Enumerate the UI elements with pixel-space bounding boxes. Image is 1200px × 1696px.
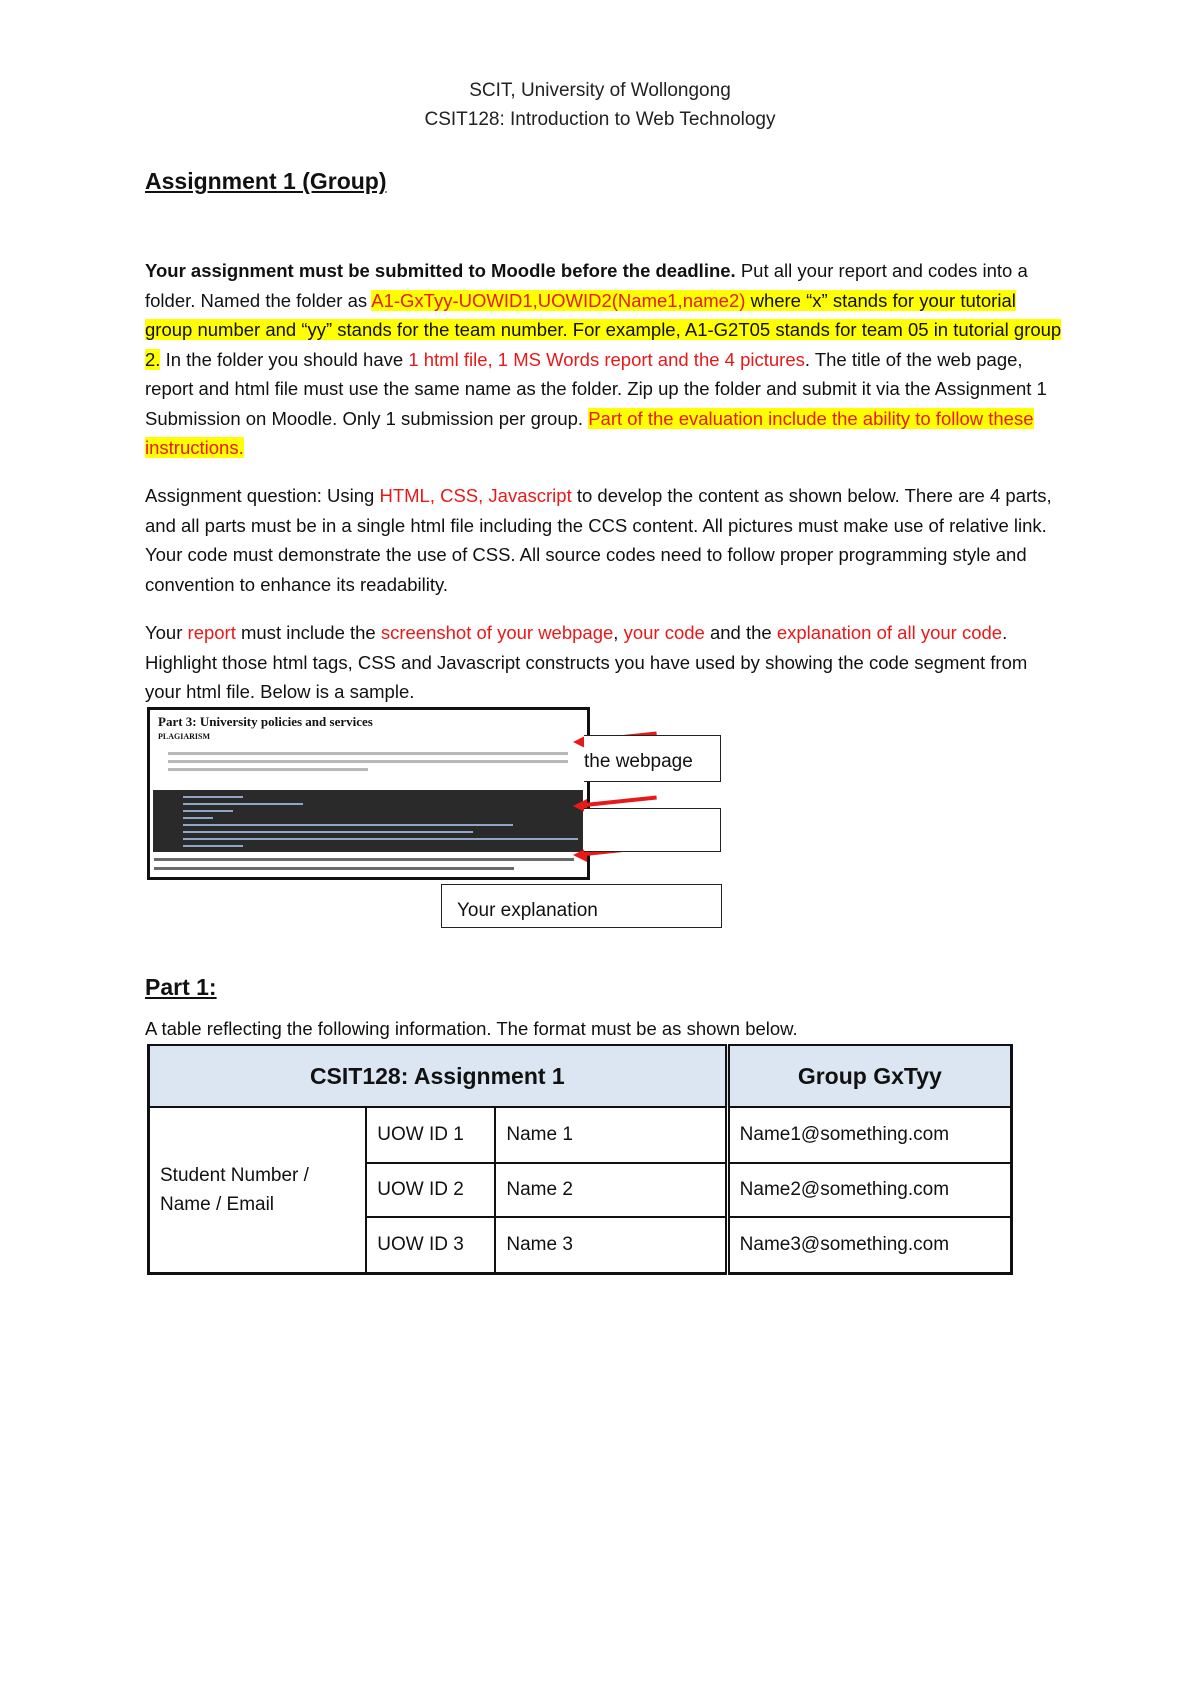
- sample-text-line: [168, 752, 568, 755]
- assignment-question: [145, 481, 1065, 599]
- uow-id-1: UOW ID 1: [377, 1124, 464, 1145]
- student-email-cell: [727, 1107, 1011, 1163]
- table-group-cell: [727, 1045, 1011, 1107]
- p3-text-a: Your: [145, 622, 188, 643]
- sample-screenshot: [147, 707, 590, 880]
- student-name-1: Name 1: [506, 1124, 573, 1145]
- report-word: report: [187, 622, 236, 643]
- evaluation-note: Part of the evaluation include the ability to follow these instructions.: [145, 407, 1034, 458]
- explanation-label: Your explanation: [457, 900, 598, 921]
- p1-text-b: where “x” stands for your tutorial group number and “yy” stands for the team number. For example, A1-G2T05 stands for team 05 in tutorial group 2.: [145, 289, 1062, 370]
- p3-text-b: must include the: [235, 622, 381, 643]
- code-label-box: [584, 808, 721, 852]
- sample-footer-line: [154, 858, 574, 861]
- sample-screenshot-subtitle: PLAGIARISM: [158, 732, 211, 741]
- student-name-2: Name 2: [506, 1179, 573, 1200]
- table-title-cell: [149, 1045, 728, 1107]
- part1-heading: Part 1:: [145, 974, 217, 1000]
- sample-code-block: [153, 790, 583, 852]
- student-row-label: Student Number / Name / Email: [160, 1165, 309, 1215]
- deadline-notice: Your assignment must be submitted to Moodle before the deadline.: [145, 260, 736, 281]
- p3-text-d: and the: [704, 622, 777, 643]
- p3-text-e: . Highlight those html tags, CSS and Javascript constructs you have used by showing the code segment from your html file. Below is a sample.: [145, 622, 1028, 702]
- uow-id-cell: [366, 1217, 495, 1274]
- subject-line: CSIT128: Introduction to Web Technology: [424, 109, 776, 130]
- explanation-label-box: [441, 884, 722, 928]
- uow-id-cell: [366, 1107, 495, 1163]
- student-email-cell: [727, 1163, 1011, 1217]
- student-name-cell: [495, 1163, 727, 1217]
- p3-text-c: ,: [613, 622, 624, 643]
- student-email-3: Name3@something.com: [739, 1234, 950, 1255]
- submission-instructions: [145, 256, 1065, 463]
- student-email-cell: [727, 1217, 1011, 1274]
- arrow-shaft: [585, 795, 657, 807]
- student-email-1: Name1@something.com: [739, 1124, 950, 1145]
- uow-id-cell: [366, 1163, 495, 1217]
- technologies: HTML, CSS, Javascript: [379, 485, 572, 506]
- sample-text-line: [168, 768, 368, 771]
- institution-line: SCIT, University of Wollongong: [469, 80, 731, 101]
- webpage-label: the webpage: [584, 751, 693, 772]
- explanation-requirement: explanation of all your code: [776, 622, 1003, 643]
- table-title: CSIT128: Assignment 1: [309, 1062, 565, 1089]
- webpage-label-box: [584, 735, 721, 782]
- p2-text-b: to develop the content as shown below. There are 4 parts, and all parts must be in a single html file including the CCS content. All pictures must make use of relative link. Your code must demonstrate the use of CSS. All source codes need to follow proper programming style and convention to enhance its readability.: [145, 485, 1052, 595]
- sample-screenshot-title: Part 3: University policies and services: [158, 714, 373, 729]
- p1-text-d: . The title of the web page, report and html file must use the same name as the folder. Zip up the folder and submit it via the Assignment 1 Submission on Moodle. Only 1 submission per group.: [145, 348, 1047, 429]
- student-name-cell: [495, 1217, 727, 1274]
- student-name-cell: [495, 1107, 727, 1163]
- sample-footer-line: [154, 867, 514, 870]
- table-group: Group GxTyy: [797, 1062, 942, 1089]
- p1-text-c: In the folder you should have: [160, 348, 409, 370]
- student-name-3: Name 3: [506, 1234, 573, 1255]
- part1-description: A table reflecting the following information. The format must be as shown below.: [145, 1018, 798, 1039]
- sample-text-line: [168, 760, 568, 763]
- uow-id-3: UOW ID 3: [377, 1234, 464, 1255]
- student-info-table: [147, 1044, 1013, 1275]
- code-requirement: your code: [623, 622, 705, 643]
- student-email-2: Name2@something.com: [739, 1179, 950, 1200]
- p1-text-a: Put all your report and codes into a folder. Named the folder as: [145, 260, 1028, 311]
- assignment-title: Assignment 1 (Group): [145, 168, 387, 194]
- student-row-label-cell: [149, 1107, 367, 1274]
- folder-name-format: A1-GxTyy-UOWID1,UOWID2(Name1,name2): [371, 289, 746, 311]
- p2-text-a: Assignment question: Using: [145, 485, 380, 506]
- screenshot-requirement: screenshot of your webpage: [380, 622, 614, 643]
- uow-id-2: UOW ID 2: [377, 1179, 464, 1200]
- required-files: 1 html file, 1 MS Words report and the 4 pictures: [408, 348, 805, 370]
- report-requirements: [145, 618, 1065, 707]
